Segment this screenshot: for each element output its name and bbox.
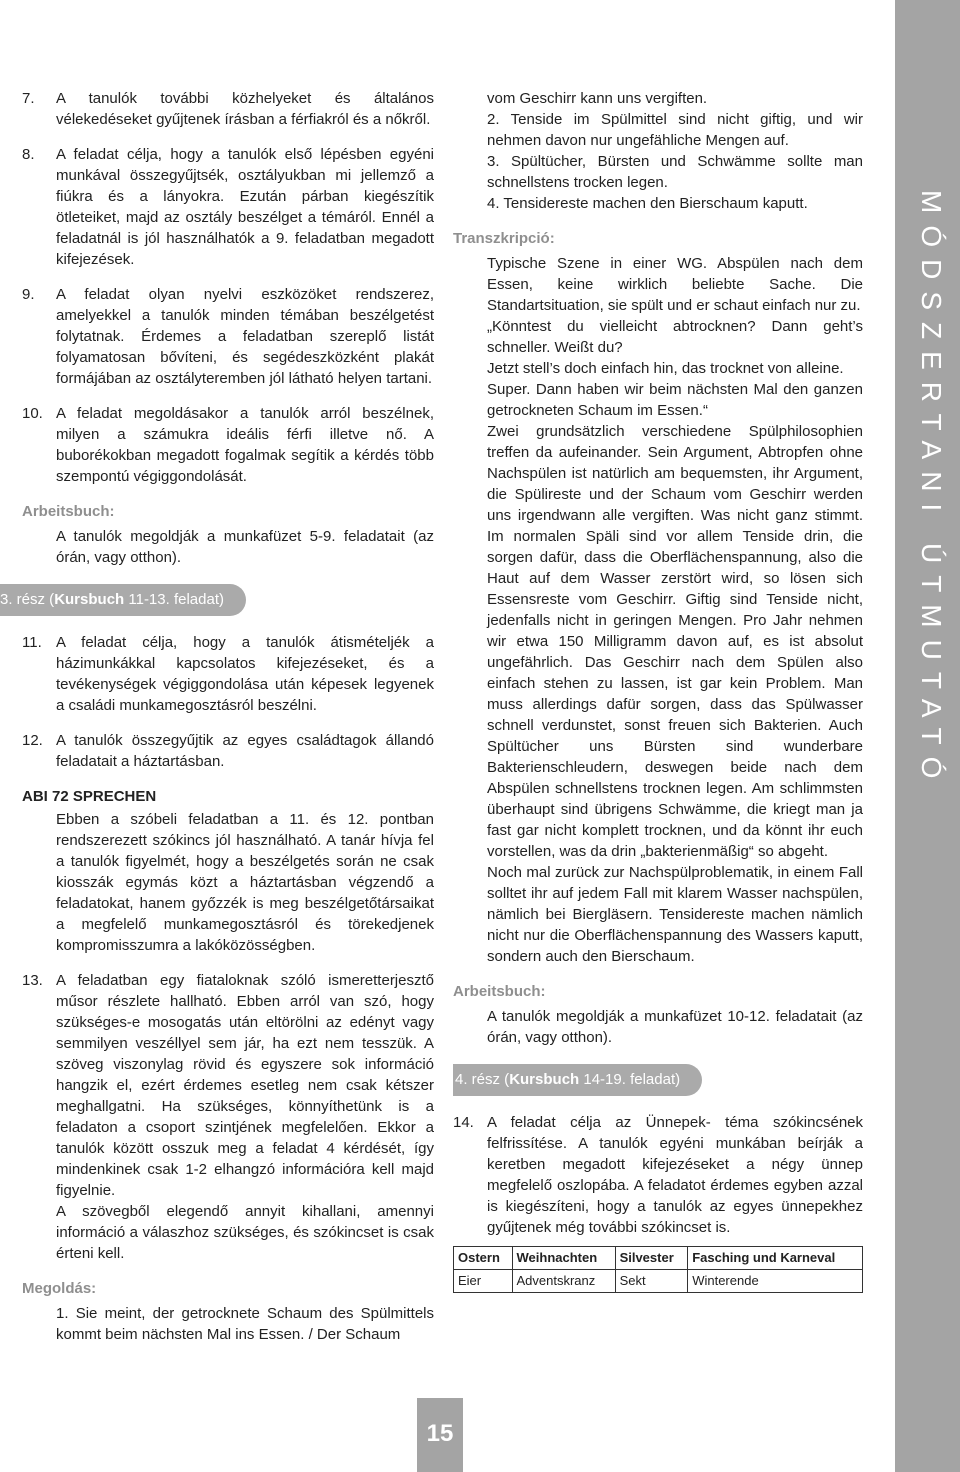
- sidebar-title: MÓDSZERTANI ÚTMUTATÓ: [916, 190, 947, 791]
- item-13: 13. A feladatban egy fiataloknak szóló ismeretterjesztő műsor részlete hallható. Ebben arról van szó, hogy szükséges-e mosogatás után eltörölni az edényt vagy semmilyen veszéllyel sem jár, ha ezt nem tesszük. A szöveg viszonylag rövid és egyszere sok információ hangzik el, ezért érdemes esetleg nem csak kétszer meghallgatni. Ha szükséges, könnyíthetünk is a feladaton a csoport szintjének megfelelően. Ekkor a tanulók között osszuk meg a feladat 4 kérdését, így mindenkinek csak 1-2 elhangzó információra kell majd figyelnie.: [22, 972, 434, 1199]
- solution-line: 3. Spültücher, Bürsten und Schwämme sollte man schnellstens trocken legen.: [487, 153, 863, 191]
- arbeitsbuch-label-right: Arbeitsbuch:: [453, 983, 546, 1000]
- table-header-cell: Fasching und Karneval: [688, 1247, 863, 1270]
- table-cell: Sekt: [615, 1270, 688, 1293]
- item-12: 12. A tanulók összegyűjtik az egyes családtagok állandó feladatait a háztartásban.: [22, 732, 434, 770]
- abi-text: Ebben a szóbeli feladatban a 11. és 12. pontban rendszerezett szókincs jól használható. A tanár hívja fel a tanulók figyelmét, hogy a beszélgetés során ne csak kiosszák egymás közt a háztartásban végzendő a feladatokat, hanem győzzék is meg beszélgetőtársaikat a megfelelő munkamegosztásról és törekedjenek kompromisszumra a lakóközösségben.: [56, 811, 434, 954]
- item-9: 9. A feladat olyan nyelvi eszközöket rendszerez, amelyekkel a tanulók minden témában beszélgetést folytatnak. Érdemes a feladatban szereplő listát folyamatosan bővíteni, és segédeszközként plakát formájában az osztályteremben jól látható helyen tartani.: [22, 286, 434, 387]
- transkript-para: Zwei grundsätzlich verschiedene Spülphilosophien treffen da aufeinander. Sein Argument, Abtropfen ohne Nachspülen ist natürlich am bequemsten, ihr Argument, die Spülireste und der Schaum vom Geschirr werden uns irgendwann alle vergiften. Was nicht ganz stimmt. Im normalen Späli sind vor allem Tenside drin, die sorgen dafür, dass die Oberflächenspannung, also die Haut auf dem Wasser zerstört wird, so lösen sich Essensreste vom Geschirr. Giftig sind Tenside nicht, jedenfalls nicht in geringen Mengen. Pro Jahr nehmen wir etwa 150 Milligramm davon auf, es ist absolut ungefährlich. Das Geschirr nach dem Spülen also einfach stehen zu lassen, ist gar kein Problem. Man muss allerdings dafür sorgen, dass das Spülwasser schnell verdunstet, sonst freuen sich Bakterien. Auch Spültücher uns Bürsten sind wunderbare Bakterienschleudern, deswegen beide nach dem Abspülen schnellstens trocknen legen. Am schlimmsten überhaupt sind übrigens Schwämme, die kriegt man ja fast gar nicht komplett trocknen, und da könnt ihr euch vorstellen, was da drin „bakterienmäßig“ so abgeht.: [487, 423, 863, 860]
- abi-heading: ABI 72 SPRECHEN: [22, 788, 157, 805]
- transkript-para: Noch mal zurück zur Nachspülproblematik, in einem Fall solltet ihr auf jedem Fall mit klarem Wasser nachspülen, nämlich bei Biergläsern. Tensidereste machen nämlich nicht nur die Oberflächenspannung des Wassers kaputt, sondern auch den Bierschaum.: [487, 864, 863, 965]
- table-cell: Eier: [454, 1270, 513, 1293]
- transkript-body: [453, 253, 863, 967]
- solution-line: 4. Tensidereste machen den Bierschaum kaputt.: [487, 195, 808, 212]
- item-11: 11. A feladat célja, hogy a tanulók átismételjék a házimunkákkal kapcsolatos kifejezéseket, és a tevékenységek végiggondolása után képesek legyenek a családi munkamegosztásról beszélni.: [22, 634, 434, 714]
- transkript-para: Typische Szene in einer WG. Abspülen nach dem Essen, keine wirklich beliebte Sache. Die Standartsituation, sie spült und er schaut einfach nur zu.: [487, 255, 863, 314]
- solution-line: 2. Tenside im Spülmittel sind nicht giftig, und wir nehmen davon nur ungefähliche Mengen auf.: [487, 111, 863, 149]
- arbeitsbuch-text-right: A tanulók megoldják a munkafüzet 10-12. feladatait (az órán, vagy otthon).: [487, 1008, 863, 1046]
- transkript-para: Super. Dann haben wir beim nächsten Mal den ganzen getrockneten Schaum im Essen.“: [487, 381, 863, 419]
- right-column: [453, 88, 863, 1293]
- table-header-row: [454, 1247, 863, 1270]
- arbeitsbuch-label: Arbeitsbuch:: [22, 503, 115, 520]
- megoldas-text: 1. Sie meint, der getrocknete Schaum des Spülmittels kommt beim nächsten Mal ins Essen. / Der Schaum: [56, 1305, 434, 1343]
- solution-list: [453, 88, 863, 214]
- table-cell: Adventskranz: [512, 1270, 615, 1293]
- item-10: 10. A feladat megoldásakor a tanulók arról beszélnek, milyen a számukra ideális férfi illetve nő. A buborékokban megadott fogalmak segítik a kérdés több szempontú végiggondolását.: [22, 405, 434, 485]
- item-14: 14. A feladat célja az Ünnepek- téma szókincsének felfrissítése. A tanulók egyéni munkában beírják a keretben megadott kifejezéseket a négy ünnep megfelelő oszlopába. A feladatot érdemes egyben azzal is kiegészíteni, hogy a tanulók az egyes ünnepekhez gyűjtenek még további szókincset is.: [453, 1114, 863, 1236]
- festival-table: [453, 1246, 863, 1293]
- item-7: 7. A tanulók további közhelyeket és általános vélekedéseket gyűjtenek írásban a férfiakról és a nőkről.: [22, 90, 434, 128]
- page-number: 15: [426, 1420, 454, 1447]
- section-pill-4: 4. rész (Kursbuch 14-19. feladat): [453, 1064, 702, 1096]
- table-header-cell: Silvester: [615, 1247, 688, 1270]
- item-8: 8. A feladat célja, hogy a tanulók első lépésben egyéni munkával összegyűjtsék, osztályukban mi jellemző a fiúkra és a lányokra. Ezután párban kiegészítik ötleteiket, majd az osztály beszélget a témáról. Ennél a feladatnál is jól használhatók a 9. feladatban megadott kifejezések.: [22, 146, 434, 268]
- table-cell: Winterende: [688, 1270, 863, 1293]
- table-header-cell: Weihnachten: [512, 1247, 615, 1270]
- transkript-label: Transzkripció:: [453, 230, 555, 247]
- table-header-cell: Ostern: [454, 1247, 513, 1270]
- arbeitsbuch-text: A tanulók megoldják a munkafüzet 5-9. feladatait (az órán, vagy otthon).: [56, 528, 434, 566]
- transkript-para: Jetzt stell’s doch einfach hin, das trocknet von alleine.: [487, 360, 844, 377]
- left-column: [0, 88, 434, 1345]
- section-pill-3: 3. rész (Kursbuch 11-13. feladat): [0, 584, 246, 616]
- table-row: [454, 1270, 863, 1293]
- megoldas-label: Megoldás:: [22, 1280, 97, 1297]
- item-13-extra: A szövegből elegendő annyit kihallani, amennyi információ a válaszhoz szükséges, és szókincset is csak érteni kell.: [56, 1203, 434, 1262]
- transkript-para: „Könntest du vielleicht abtrocknen? Dann geht’s schneller. Weißt du?: [487, 318, 863, 356]
- solution-line: vom Geschirr kann uns vergiften.: [487, 90, 708, 107]
